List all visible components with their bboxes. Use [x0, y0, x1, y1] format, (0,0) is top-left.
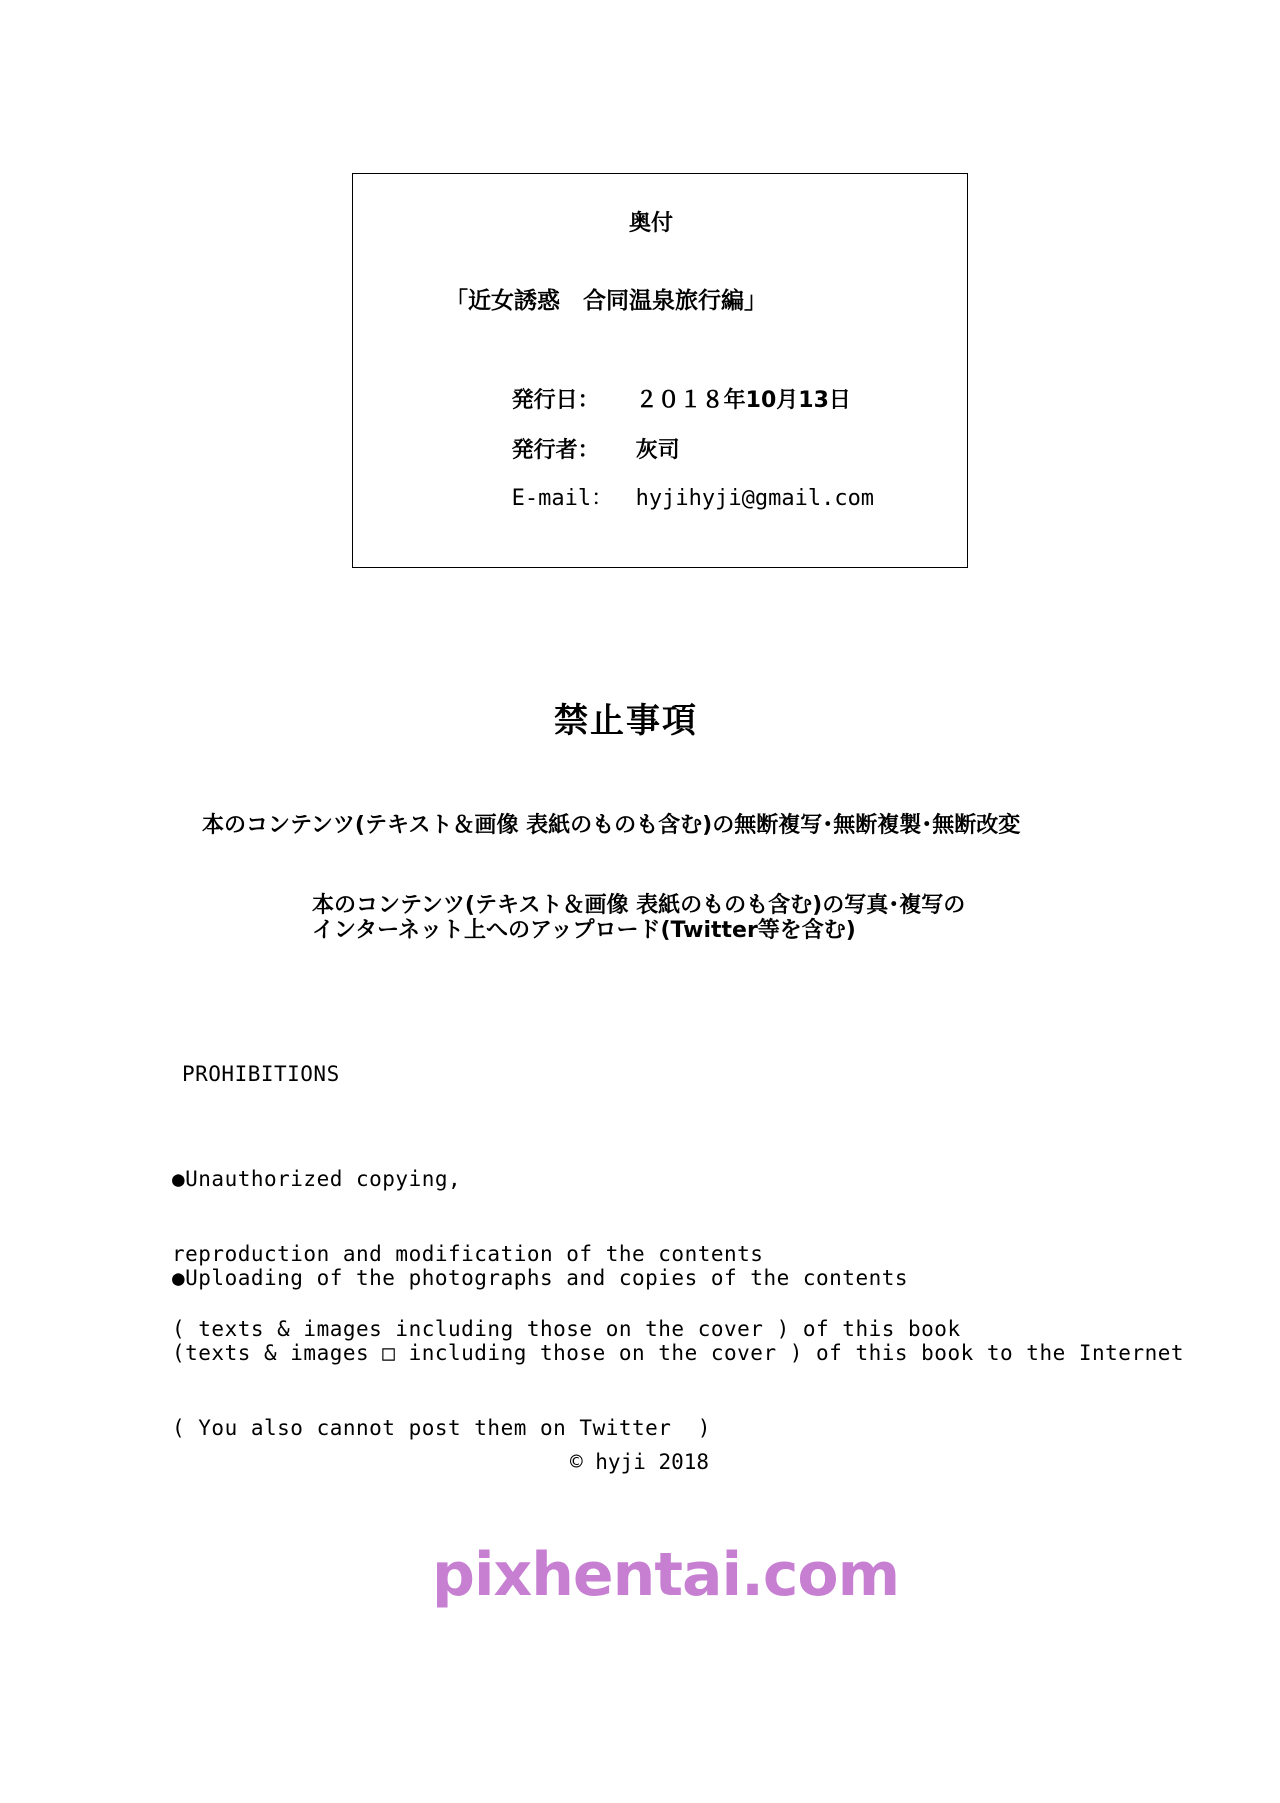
prohibition-en-item-1-line-1: ●Unauthorized copying, [172, 1167, 462, 1191]
prohibition-en-item-2-line-3: ( You also cannot post them on Twitter ) [172, 1416, 711, 1440]
copyright-notice: © hyji 2018 [570, 1450, 710, 1474]
prohibitions-heading-jp: 禁止事項 [554, 701, 698, 741]
email-label: E-mail： [511, 486, 614, 511]
email-value: hyjihyji@gmail.com [635, 486, 875, 511]
book-title: 「近女誘惑 合同温泉旅行編」 [445, 288, 767, 314]
prohibition-en-item-2-line-1: ●Uploading of the photographs and copies of the contents [172, 1266, 909, 1290]
prohibition-jp-line-2: 本のコンテンツ(テキスト＆画像 表紙のものも含む)の写真･複写の [312, 893, 966, 918]
prohibition-en-item-1-line-2: reproduction and modification of the contents [172, 1242, 764, 1266]
prohibition-en-item-1-line-3: ( texts & images including those on the cover ) of this book [172, 1317, 961, 1341]
prohibition-en-item-2 [172, 1216, 1184, 1466]
prohibitions-heading-en: PROHIBITIONS [182, 1062, 340, 1086]
publisher-value: 灰司 [635, 438, 680, 463]
email-row [481, 456, 874, 537]
prohibition-en-item-2-line-2: (texts & images □ including those on the cover ) of this book to the Internet [172, 1341, 1185, 1365]
publisher-label: 発行者： [511, 438, 600, 463]
issue-date-value: ２０１８年10月13日 [635, 388, 851, 413]
colophon-box [352, 173, 968, 568]
prohibition-jp-line-3: インターネット上へのアップロード(Twitter等を含む) [312, 918, 856, 943]
colophon-heading: 奥付 [628, 211, 673, 236]
prohibition-jp-line-1: 本のコンテンツ(テキスト＆画像 表紙のものも含む)の無断複写･無断複製･無断改変 [202, 813, 1021, 838]
site-watermark: pixhentai.com [432, 1540, 900, 1610]
issue-date-label: 発行日： [511, 388, 600, 413]
